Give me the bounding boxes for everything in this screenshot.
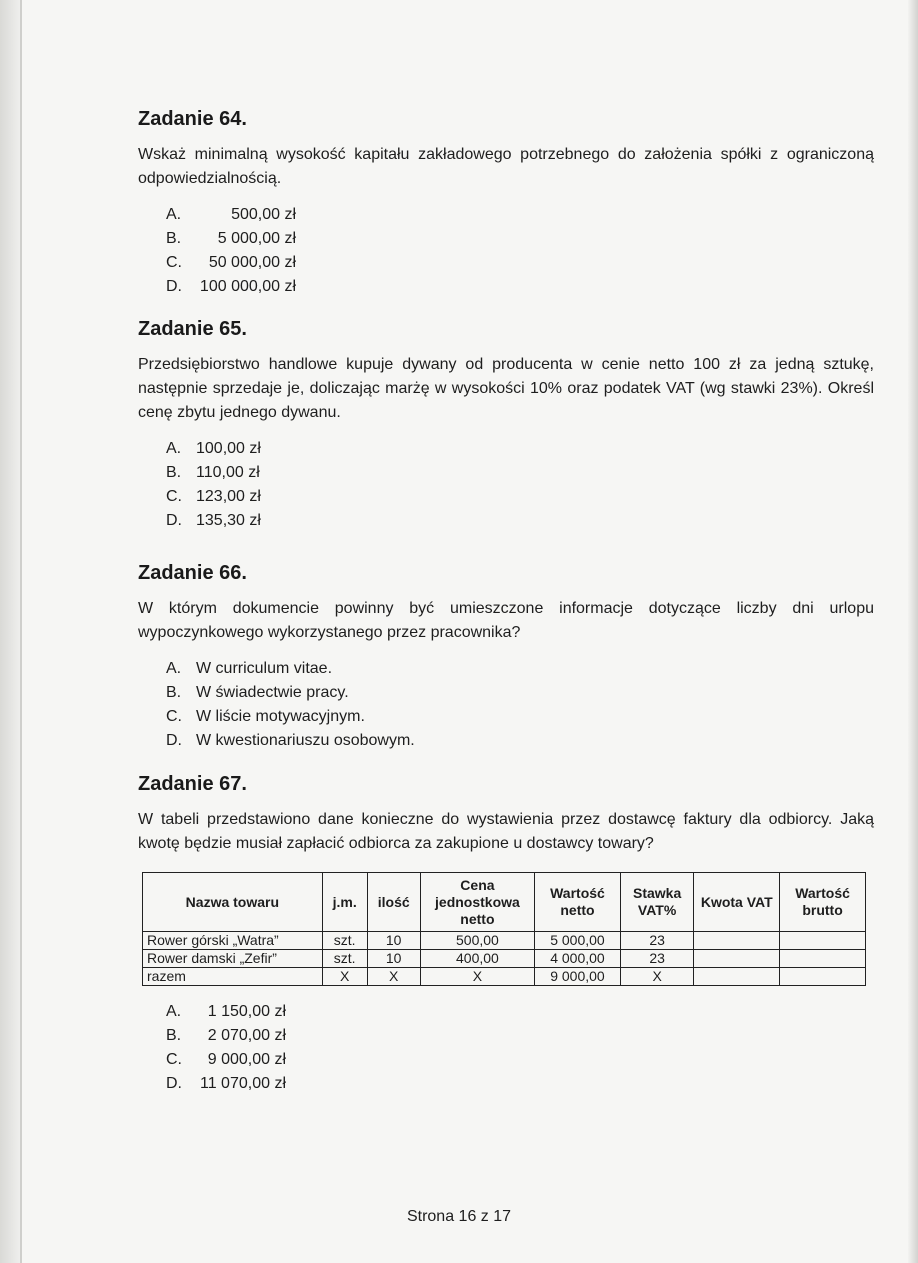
table-cell: X — [367, 968, 420, 986]
table-cell: X — [420, 968, 534, 986]
scan-right-edge — [908, 0, 918, 1263]
task-title: Zadanie 67. — [138, 773, 247, 795]
invoice-table — [142, 872, 866, 986]
answer-letter: A. — [166, 660, 182, 677]
table-cell: 23 — [620, 950, 694, 968]
task-64 — [138, 108, 874, 299]
answer-letter: D. — [166, 512, 182, 529]
answer-letter: A. — [166, 1003, 182, 1020]
answer-letter: B. — [166, 1027, 182, 1044]
table-cell — [780, 950, 866, 968]
answer-option[interactable] — [138, 657, 874, 681]
answer-option[interactable] — [138, 251, 874, 275]
answer-option[interactable] — [138, 485, 874, 509]
answer-letter: D. — [166, 278, 182, 295]
table-cell — [694, 950, 780, 968]
table-cell: szt. — [322, 932, 367, 950]
task-question: W którym dokumencie powinny być umieszczone informacje dotyczące liczby dni urlopu wypoczynkowego wykorzystanego przez pracownika? — [138, 600, 874, 641]
answer-text: 9 000,00 zł — [207, 1051, 286, 1068]
task-question: W tabeli przedstawiono dane konieczne do wystawienia przez dostawcę faktury dla odbiorcy. Jaką kwotę będzie musiał zapłacić odbiorca za zakupione u dostawcy towary? — [138, 811, 874, 852]
table-cell: 23 — [620, 932, 694, 950]
column-header: ilość — [367, 873, 420, 932]
answer-option[interactable] — [138, 437, 874, 461]
answer-letter: C. — [166, 708, 182, 725]
column-header: Cena jednostkowa netto — [420, 873, 534, 932]
answer-text: 110,00 zł — [196, 464, 260, 481]
table-cell: 500,00 — [420, 932, 534, 950]
answer-list — [138, 1000, 874, 1096]
table-cell: 5 000,00 — [535, 932, 621, 950]
answer-option[interactable] — [138, 461, 874, 485]
answer-option[interactable] — [138, 729, 874, 753]
column-header: Wartość netto — [535, 873, 621, 932]
task-65 — [138, 318, 874, 533]
answer-list — [138, 203, 874, 299]
answer-letter: A. — [166, 206, 182, 223]
task-title: Zadanie 65. — [138, 318, 247, 340]
answer-letter: D. — [166, 732, 182, 749]
answer-letter: C. — [166, 488, 182, 505]
answer-text: 135,30 zł — [196, 512, 261, 529]
table-cell: Rower górski „Watra” — [143, 932, 323, 950]
column-header: Stawka VAT% — [620, 873, 694, 932]
answer-letter: B. — [166, 684, 182, 701]
table-cell — [694, 968, 780, 986]
page-number: Strona 16 z 17 — [406, 1208, 512, 1225]
answer-letter: C. — [166, 1051, 182, 1068]
table-header-row — [143, 873, 866, 932]
answer-text: 500,00 zł — [231, 206, 296, 223]
answer-text: W kwestionariuszu osobowym. — [196, 732, 415, 749]
column-header: Wartość brutto — [780, 873, 866, 932]
answer-text: 123,00 zł — [196, 488, 261, 505]
answer-option[interactable] — [138, 1072, 874, 1096]
task-67-answers — [138, 1000, 874, 1096]
answer-letter: C. — [166, 254, 182, 271]
table-cell: 9 000,00 — [535, 968, 621, 986]
table-cell: szt. — [322, 950, 367, 968]
answer-list — [138, 437, 874, 533]
answer-letter: A. — [166, 440, 182, 457]
answer-letter: B. — [166, 230, 182, 247]
table-row — [143, 968, 866, 986]
task-question: Przedsiębiorstwo handlowe kupuje dywany od producenta w cenie netto 100 zł za jedną sztukę, następnie sprzedaje je, doliczając marżę w wysokości 10% oraz podatek VAT (wg stawki 23%). Określ cenę zbytu jednego dywanu. — [138, 356, 874, 421]
table-cell: 400,00 — [420, 950, 534, 968]
answer-text: 5 000,00 zł — [217, 230, 296, 247]
answer-option[interactable] — [138, 203, 874, 227]
table-cell: Rower damski „Zefir” — [143, 950, 323, 968]
answer-option[interactable] — [138, 509, 874, 533]
scan-binding-line — [20, 0, 22, 1263]
answer-option[interactable] — [138, 1024, 874, 1048]
task-title: Zadanie 64. — [138, 108, 247, 130]
table-cell: 4 000,00 — [535, 950, 621, 968]
table-cell: X — [620, 968, 694, 986]
answer-text: 50 000,00 zł — [208, 254, 296, 271]
answer-text: 100,00 zł — [196, 440, 261, 457]
answer-list — [138, 657, 874, 753]
answer-option[interactable] — [138, 705, 874, 729]
task-66 — [138, 562, 874, 753]
column-header: Nazwa towaru — [143, 873, 323, 932]
table-cell — [694, 932, 780, 950]
column-header: Kwota VAT — [694, 873, 780, 932]
task-question: Wskaż minimalną wysokość kapitału zakładowego potrzebnego do założenia spółki z ograniczoną odpowiedzialnością. — [138, 146, 874, 187]
table-cell: 10 — [367, 950, 420, 968]
answer-text: 11 070,00 zł — [200, 1075, 286, 1092]
answer-text: W świadectwie pracy. — [196, 684, 349, 701]
answer-letter: D. — [166, 1075, 182, 1092]
table-row — [143, 950, 866, 968]
table-cell: X — [322, 968, 367, 986]
scan-left-edge — [0, 0, 22, 1263]
answer-option[interactable] — [138, 681, 874, 705]
task-67 — [138, 773, 874, 868]
answer-text: 100 000,00 zł — [199, 278, 296, 295]
column-header: j.m. — [322, 873, 367, 932]
table-cell: razem — [143, 968, 323, 986]
answer-option[interactable] — [138, 275, 874, 299]
answer-option[interactable] — [138, 1048, 874, 1072]
answer-text: 1 150,00 zł — [207, 1003, 286, 1020]
answer-option[interactable] — [138, 1000, 874, 1024]
answer-letter: B. — [166, 464, 182, 481]
answer-text: 2 070,00 zł — [207, 1027, 286, 1044]
answer-text: W liście motywacyjnym. — [196, 708, 365, 725]
answer-option[interactable] — [138, 227, 874, 251]
task-title: Zadanie 66. — [138, 562, 247, 584]
table-row — [143, 932, 866, 950]
table-cell: 10 — [367, 932, 420, 950]
answer-text: W curriculum vitae. — [196, 660, 333, 677]
table-cell — [780, 968, 866, 986]
table-cell — [780, 932, 866, 950]
